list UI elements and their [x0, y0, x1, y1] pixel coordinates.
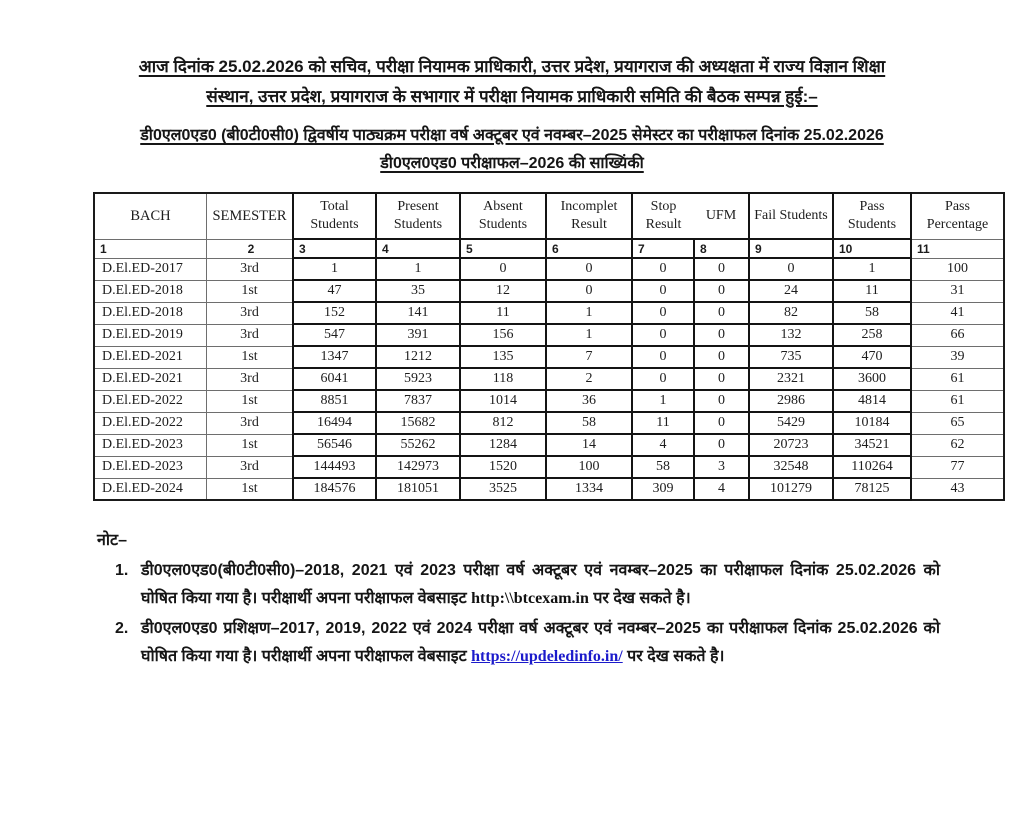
table-cell: 78125 — [833, 478, 911, 500]
table-cell: 1284 — [460, 434, 546, 456]
table-cell: 156 — [460, 324, 546, 346]
table-cell: 3rd — [207, 324, 294, 346]
btcexam-url-text: http:\\btcexam.in — [471, 590, 589, 607]
table-cell: 3rd — [207, 302, 294, 324]
table-cell: 391 — [376, 324, 460, 346]
header-row — [94, 193, 1004, 239]
note-text-before: डी0एल0एड0 प्रशिक्षण–2017, 2019, 2022 एवं 2024 परीक्षा वर्ष अक्टूबर एवं नवम्बर–2025 का परीक्षाफल दिनांक 25.02.2026 को घोषित किया गया है। परीक्षार्थी अपना परीक्षाफल वेबसाइट — [141, 620, 940, 665]
table-cell: 1st — [207, 390, 294, 412]
table-cell: 1014 — [460, 390, 546, 412]
column-number: 7 — [632, 239, 694, 258]
table-cell: 0 — [694, 412, 749, 434]
results-table — [93, 192, 1005, 501]
column-header: Present Students — [376, 193, 460, 239]
table-cell: 0 — [694, 390, 749, 412]
table-cell: 77 — [911, 456, 1004, 478]
table-cell: 16494 — [293, 412, 376, 434]
table-cell: 1 — [376, 258, 460, 280]
table-cell: 58 — [632, 456, 694, 478]
column-header: Pass Percentage — [911, 193, 1004, 239]
table-row — [94, 324, 1004, 346]
table-row — [94, 456, 1004, 478]
table-cell: 1st — [207, 478, 294, 500]
table-cell: 0 — [632, 324, 694, 346]
table-cell: 1347 — [293, 346, 376, 368]
table-row — [94, 368, 1004, 390]
table-cell: 7837 — [376, 390, 460, 412]
table-cell: 100 — [546, 456, 632, 478]
table-cell: 735 — [749, 346, 833, 368]
column-header: BACH — [94, 193, 207, 239]
column-number: 2 — [207, 239, 294, 258]
table-cell: 4 — [694, 478, 749, 500]
table-cell: D.El.ED-2022 — [94, 390, 207, 412]
column-header: Pass Students — [833, 193, 911, 239]
column-header: SEMESTER — [207, 193, 294, 239]
table-cell: 3600 — [833, 368, 911, 390]
table-cell: 0 — [694, 324, 749, 346]
table-body — [94, 258, 1004, 500]
table-cell: 0 — [694, 368, 749, 390]
table-row — [94, 390, 1004, 412]
table-cell: D.El.ED-2022 — [94, 412, 207, 434]
note-item — [115, 557, 940, 613]
table-cell: 58 — [546, 412, 632, 434]
note-text — [141, 557, 940, 613]
intro-line-2: संस्थान, उत्तर प्रदेश, प्रयागराज के सभागार में परीक्षा नियामक प्राधिकारी समिति की बैठक सम्पन्न हुई:– — [206, 87, 818, 106]
column-number: 8 — [694, 239, 749, 258]
table-cell: 6041 — [293, 368, 376, 390]
note-number: 1. — [115, 562, 129, 579]
table-cell: 0 — [632, 280, 694, 302]
table-row — [94, 478, 1004, 500]
table-cell: 2 — [546, 368, 632, 390]
table-cell: 258 — [833, 324, 911, 346]
table-cell: 3rd — [207, 456, 294, 478]
table-cell: 12 — [460, 280, 546, 302]
table-row — [94, 302, 1004, 324]
results-table-wrap — [93, 192, 1024, 501]
table-cell: 36 — [546, 390, 632, 412]
table-cell: D.El.ED-2024 — [94, 478, 207, 500]
table-cell: 82 — [749, 302, 833, 324]
table-cell: 144493 — [293, 456, 376, 478]
table-cell: D.El.ED-2018 — [94, 280, 207, 302]
table-cell: 1 — [632, 390, 694, 412]
table-cell: 0 — [694, 434, 749, 456]
table-cell: 547 — [293, 324, 376, 346]
heading-line-2: डी0एल0एड0 परीक्षाफल–2026 की साख्यिंकी — [380, 155, 644, 172]
column-number: 3 — [293, 239, 376, 258]
note-item — [115, 615, 940, 671]
table-cell: 110264 — [833, 456, 911, 478]
column-header: Fail Students — [749, 193, 833, 239]
table-cell: 35 — [376, 280, 460, 302]
table-cell: 56546 — [293, 434, 376, 456]
table-cell: D.El.ED-2019 — [94, 324, 207, 346]
column-number: 9 — [749, 239, 833, 258]
column-header: Stop Result — [632, 193, 694, 239]
table-cell: 1st — [207, 280, 294, 302]
table-cell: 3rd — [207, 368, 294, 390]
table-row — [94, 346, 1004, 368]
table-cell: 0 — [694, 258, 749, 280]
intro-paragraph — [90, 52, 935, 112]
table-cell: 1212 — [376, 346, 460, 368]
table-cell: 2986 — [749, 390, 833, 412]
table-cell: 0 — [632, 346, 694, 368]
column-number: 6 — [546, 239, 632, 258]
table-cell: 1 — [833, 258, 911, 280]
table-cell: 3 — [694, 456, 749, 478]
updeledinfo-link[interactable]: https://updeledinfo.in/ — [471, 648, 623, 665]
table-cell: 65 — [911, 412, 1004, 434]
table-cell: 39 — [911, 346, 1004, 368]
column-header: Total Students — [293, 193, 376, 239]
table-cell: 152 — [293, 302, 376, 324]
table-cell: 61 — [911, 368, 1004, 390]
table-row — [94, 434, 1004, 456]
table-cell: 118 — [460, 368, 546, 390]
table-cell: 0 — [632, 258, 694, 280]
table-cell: 7 — [546, 346, 632, 368]
table-cell: 41 — [911, 302, 1004, 324]
table-cell: 8851 — [293, 390, 376, 412]
column-number: 5 — [460, 239, 546, 258]
table-cell: 11 — [460, 302, 546, 324]
table-cell: 141 — [376, 302, 460, 324]
notes-heading: नोट– — [97, 532, 127, 549]
table-cell: D.El.ED-2017 — [94, 258, 207, 280]
table-cell: 181051 — [376, 478, 460, 500]
table-cell: 2321 — [749, 368, 833, 390]
table-head — [94, 193, 1004, 258]
table-cell: 0 — [546, 280, 632, 302]
table-cell: 15682 — [376, 412, 460, 434]
numbering-row — [94, 239, 1004, 258]
table-cell: D.El.ED-2023 — [94, 456, 207, 478]
table-cell: 58 — [833, 302, 911, 324]
column-header: UFM — [694, 193, 749, 239]
table-cell: 1 — [546, 302, 632, 324]
table-cell: 135 — [460, 346, 546, 368]
table-row — [94, 280, 1004, 302]
notes-section — [97, 527, 940, 671]
table-cell: 1st — [207, 434, 294, 456]
table-cell: 470 — [833, 346, 911, 368]
note-text-before: डी0एल0एड0(बी0टी0सी0)–2018, 2021 एवं 2023 परीक्षा वर्ष अक्टूबर एवं नवम्बर–2025 का परीक्षाफल दिनांक 25.02.2026 को घोषित किया गया है। परीक्षार्थी अपना परीक्षाफल वेबसाइट — [141, 562, 940, 607]
table-cell: 1 — [546, 324, 632, 346]
note-text-after: पर देख सकते है। — [588, 590, 691, 607]
note-text — [141, 615, 940, 671]
table-cell: 1520 — [460, 456, 546, 478]
table-cell: 14 — [546, 434, 632, 456]
table-cell: 3rd — [207, 258, 294, 280]
table-cell: D.El.ED-2021 — [94, 346, 207, 368]
column-number: 11 — [911, 239, 1004, 258]
table-cell: 47 — [293, 280, 376, 302]
table-cell: 0 — [632, 302, 694, 324]
table-cell: 0 — [546, 258, 632, 280]
table-cell: 100 — [911, 258, 1004, 280]
table-cell: 24 — [749, 280, 833, 302]
table-cell: 0 — [694, 346, 749, 368]
table-cell: 0 — [694, 302, 749, 324]
table-cell: 66 — [911, 324, 1004, 346]
table-cell: D.El.ED-2021 — [94, 368, 207, 390]
column-header: Absent Students — [460, 193, 546, 239]
table-cell: 32548 — [749, 456, 833, 478]
table-cell: 132 — [749, 324, 833, 346]
note-number: 2. — [115, 620, 129, 637]
table-row — [94, 258, 1004, 280]
table-cell: 5429 — [749, 412, 833, 434]
table-cell: 4814 — [833, 390, 911, 412]
table-cell: 1st — [207, 346, 294, 368]
table-cell: 3525 — [460, 478, 546, 500]
table-cell: 11 — [632, 412, 694, 434]
table-cell: 11 — [833, 280, 911, 302]
heading-line-1: डी0एल0एड0 (बी0टी0सी0) द्विवर्षीय पाठ्यक्रम परीक्षा वर्ष अक्टूबर एवं नवम्बर–2025 सेमेस्टर का परीक्षाफल दिनांक 25.02.2026 — [140, 127, 884, 144]
table-cell: 43 — [911, 478, 1004, 500]
table-cell: 0 — [694, 280, 749, 302]
table-cell: 101279 — [749, 478, 833, 500]
table-cell: 55262 — [376, 434, 460, 456]
intro-line-1: आज दिनांक 25.02.2026 को सचिव, परीक्षा नियामक प्राधिकारी, उत्तर प्रदेश, प्रयागराज की अध्यक्षता में राज्य विज्ञान शिक्षा — [138, 57, 886, 76]
table-cell: 20723 — [749, 434, 833, 456]
column-number: 4 — [376, 239, 460, 258]
table-cell: 31 — [911, 280, 1004, 302]
table-row — [94, 412, 1004, 434]
table-cell: 812 — [460, 412, 546, 434]
table-cell: 0 — [632, 368, 694, 390]
table-cell: 1 — [293, 258, 376, 280]
note-text-after: पर देख सकते है। — [622, 648, 725, 665]
table-cell: 10184 — [833, 412, 911, 434]
table-cell: 0 — [460, 258, 546, 280]
table-cell: 142973 — [376, 456, 460, 478]
table-cell: 3rd — [207, 412, 294, 434]
table-cell: 4 — [632, 434, 694, 456]
result-heading — [82, 122, 942, 178]
table-cell: 184576 — [293, 478, 376, 500]
table-cell: 5923 — [376, 368, 460, 390]
table-cell: 62 — [911, 434, 1004, 456]
table-cell: 0 — [749, 258, 833, 280]
column-number: 1 — [94, 239, 207, 258]
column-header: Incomplet Result — [546, 193, 632, 239]
table-cell: D.El.ED-2018 — [94, 302, 207, 324]
table-cell: 309 — [632, 478, 694, 500]
table-cell: 61 — [911, 390, 1004, 412]
table-cell: 34521 — [833, 434, 911, 456]
column-number: 10 — [833, 239, 911, 258]
table-cell: 1334 — [546, 478, 632, 500]
table-cell: D.El.ED-2023 — [94, 434, 207, 456]
